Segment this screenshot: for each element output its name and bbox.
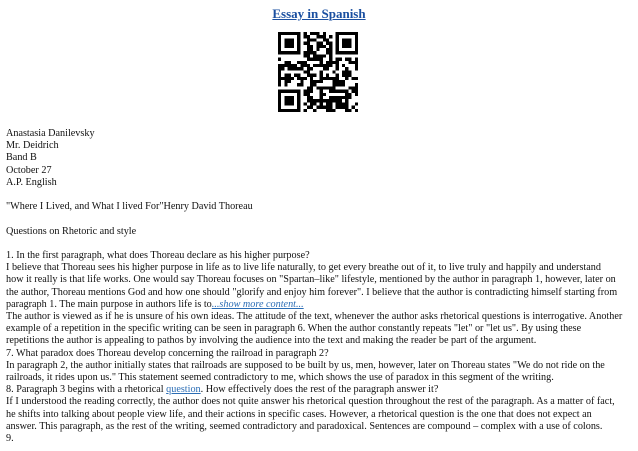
paragraph-line: repetitions the author is appealing to pathos by involving the audience into the text and making the reader be part of the argument. (6, 335, 537, 347)
essay-subheading: Questions on Rhetoric and style (6, 225, 137, 237)
header-line: A.P. English (6, 176, 57, 188)
header-line: October 27 (6, 164, 52, 176)
paragraph-line: The author is viewed as if he is unsure of his own ideas. The attitude of the text, whenever the author asks rhetorical questions is interrogative. Another (6, 311, 623, 322)
qr-code (278, 32, 358, 112)
paragraph-line: answer. This paragraph, as the rest of the writing, seemed contradictory and paradoxical. Sentences are compound – complex with a use of colons. (6, 420, 603, 432)
paragraph-line: he shifts into talking about people view life, and their actions in specific cases. However, a rhetorical question is the one that does not expect an (6, 408, 592, 420)
question-text: . How effectively does the rest of the paragraph answer it? (200, 384, 439, 396)
paragraph-line: railroads, it rides upon us." This statement seemed contradictory to me, which shows the use of paradox in this segment of the writing. (6, 372, 554, 384)
paragraph-line (6, 299, 634, 311)
essay-heading: "Where I Lived, and What I lived For"Henry David Thoreau (6, 201, 253, 213)
paragraph-line: If I understood the reading correctly, the author does not quite answer his rhetorical question throughout the rest of the paragraph. As a matter of fact, (6, 396, 615, 408)
show-more-link[interactable]: ...show more content... (211, 298, 304, 310)
document-title[interactable]: Essay in Spanish (272, 6, 366, 21)
question-9: 9. (6, 433, 14, 445)
question-1: 1. In the first paragraph, what does Thoreau declare as his higher purpose? (6, 249, 310, 261)
question-text: 8. Paragraph 3 begins with a rhetorical (6, 384, 167, 396)
paragraph-line: how it really is that life works. One would say Thoreau focuses on "Spartan–like" lifestyle, mentioned by the author in paragraph 1, however, later on (6, 274, 616, 286)
paragraph-text: paragraph 1. The main purpose in authors life is to (6, 298, 212, 310)
header-line: Mr. Deidrich (6, 140, 59, 152)
question-7: 7. What paradox does Thoreau develop concerning the railroad in paragraph 2? (6, 347, 329, 359)
question-8 (6, 384, 634, 396)
paragraph-line: I believe that Thoreau sees his higher purpose in life as to live life naturally, to get every breathe out of it, to live truly and happily and understand (6, 262, 601, 274)
paragraph-line: example of a repetition in the specific writing can be seen in paragraph 6. When the author constantly repeats "let" or "let us". By using these (6, 323, 582, 335)
question-link[interactable]: question (166, 384, 201, 396)
essay-body (6, 128, 634, 445)
header-line: Anastasia Danilevsky (6, 128, 95, 139)
header-line: Band B (6, 152, 37, 164)
paragraph-line: In paragraph 2, the author initially states that railroads are supposed to be built by us, men, however, later on Thoreau states "We do not ride on the (6, 359, 605, 371)
paragraph-line: the author, Thoreau mentions God and how one should "glorify and enjoy him forever". I believe that the author is contradicting himself starting from (6, 286, 618, 298)
